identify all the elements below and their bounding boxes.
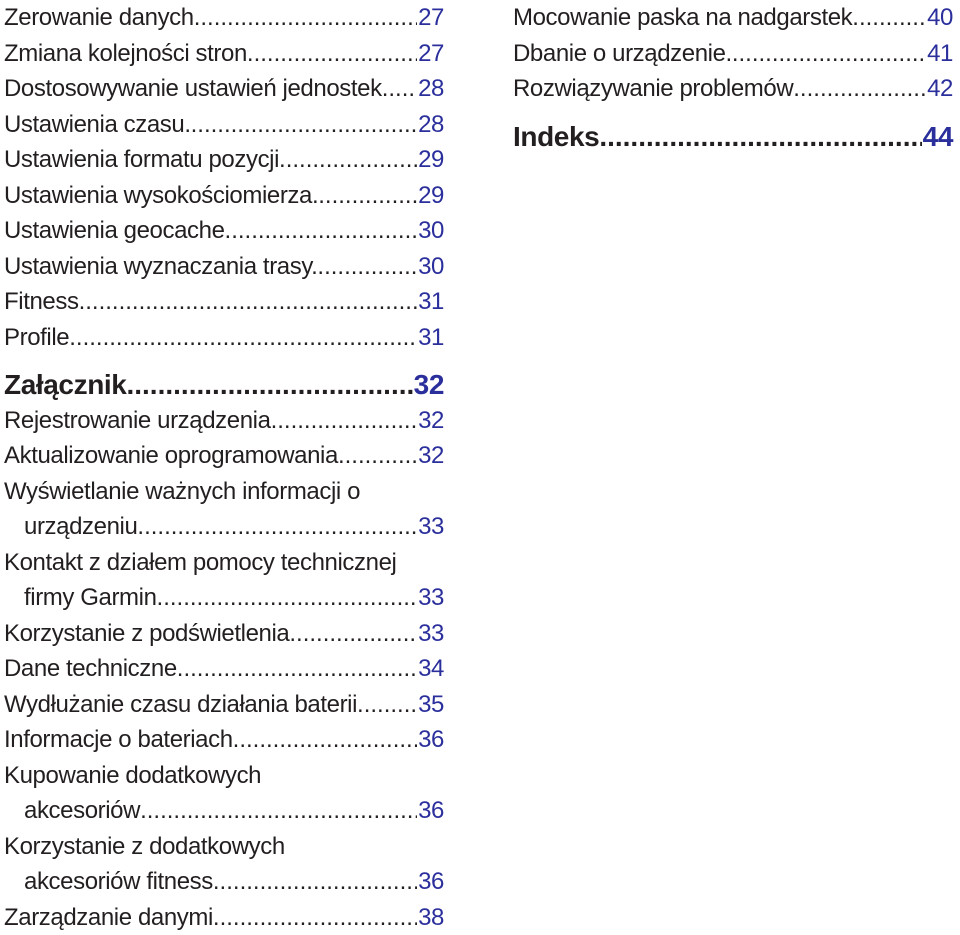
toc-entry-label: Ustawienia geocache (4, 213, 225, 249)
toc-entry-label: Profile (4, 320, 69, 356)
toc-entry[interactable] (513, 71, 953, 107)
toc-page-number[interactable]: 29 (417, 178, 444, 214)
toc-left-column (4, 0, 444, 935)
toc-entry[interactable] (4, 249, 444, 285)
toc-entry[interactable] (4, 687, 444, 723)
toc-section-label: Indeks (513, 119, 599, 155)
toc-page-number[interactable]: 33 (417, 509, 444, 545)
toc-page-number[interactable]: 29 (417, 142, 444, 178)
toc-entry[interactable] (4, 71, 444, 107)
toc-page-number[interactable]: 36 (417, 722, 444, 758)
toc-page-number[interactable]: 33 (417, 580, 444, 616)
toc-entry-label-line1: Korzystanie z dodatkowych (4, 829, 444, 865)
toc-page-number[interactable]: 42 (926, 71, 953, 107)
dot-leader (194, 0, 417, 36)
toc-entry-label: Dane techniczne (4, 651, 177, 687)
toc-entry-label: Ustawienia czasu. (4, 107, 191, 143)
toc-entry-multiline[interactable] (4, 545, 444, 616)
toc-entry[interactable] (4, 178, 444, 214)
toc-entry-label: akcesoriów fitness (24, 864, 213, 900)
toc-page-number[interactable]: 31 (417, 320, 444, 356)
dot-leader (126, 367, 412, 403)
toc-entry-label-line1: Kontakt z działem pomocy technicznej (4, 545, 444, 581)
toc-entry-label: Ustawienia formatu pozycji (4, 142, 279, 178)
toc-section-label: Załącznik (4, 367, 126, 403)
dot-leader (852, 0, 926, 36)
toc-page-number[interactable]: 41 (926, 36, 953, 72)
toc-entry-multiline[interactable] (4, 758, 444, 829)
toc-entry[interactable] (4, 900, 444, 935)
toc-entry-label: Wydłużanie czasu działania baterii (4, 687, 357, 723)
toc-entry[interactable] (4, 403, 444, 439)
toc-entry-label: Rejestrowanie urządzenia (4, 403, 271, 439)
toc-page-number[interactable]: 30 (417, 213, 444, 249)
dot-leader (157, 580, 418, 616)
toc-entry[interactable] (4, 36, 444, 72)
toc-entry-label: Zarządzanie danymi (4, 900, 213, 935)
toc-right-column (513, 0, 953, 154)
toc-entry-label: Ustawienia wysokościomierza. (4, 178, 318, 214)
toc-entry-label: Zmiana kolejności stron (4, 36, 247, 72)
dot-leader (271, 403, 418, 439)
dot-leader (599, 119, 921, 155)
toc-page-number[interactable]: 33 (417, 616, 444, 652)
toc-entry[interactable] (4, 438, 444, 474)
toc-entry-label: Fitness (4, 284, 79, 320)
toc-entry-label: Rozwiązywanie problemów (513, 71, 793, 107)
dot-leader (357, 687, 417, 723)
toc-entry[interactable] (513, 0, 953, 36)
toc-entry[interactable] (4, 616, 444, 652)
toc-entry[interactable] (513, 36, 953, 72)
toc-entry-label: Zerowanie danych (4, 0, 194, 36)
dot-leader (69, 320, 417, 356)
toc-entry-label: Ustawienia wyznaczania trasy. (4, 249, 317, 285)
toc-section-page-number[interactable]: 32 (413, 367, 444, 403)
dot-leader (317, 249, 417, 285)
toc-entry[interactable] (4, 722, 444, 758)
toc-entry[interactable] (4, 284, 444, 320)
dot-leader (213, 864, 417, 900)
toc-entry[interactable] (4, 320, 444, 356)
dot-leader (213, 900, 417, 935)
toc-page-number[interactable]: 30 (417, 249, 444, 285)
toc-page-number[interactable]: 35 (417, 687, 444, 723)
dot-leader (233, 722, 417, 758)
dot-leader (177, 651, 417, 687)
toc-entry-label: Informacje o bateriach (4, 722, 233, 758)
toc-page-number[interactable]: 38 (417, 900, 444, 935)
toc-page-number[interactable]: 40 (926, 0, 953, 36)
dot-leader (247, 36, 417, 72)
toc-entry[interactable] (4, 107, 444, 143)
section-spacer (513, 107, 953, 119)
dot-leader (137, 509, 417, 545)
toc-entry-label: Dbanie o urządzenie. (513, 36, 732, 72)
dot-leader (79, 284, 418, 320)
toc-page-number[interactable]: 28 (417, 107, 444, 143)
toc-section-heading[interactable] (4, 367, 444, 403)
toc-entry-label: firmy Garmin (24, 580, 157, 616)
dot-leader (382, 71, 417, 107)
toc-entry-multiline[interactable] (4, 829, 444, 900)
toc-page-number[interactable]: 27 (417, 36, 444, 72)
toc-entry-label: Mocowanie paska na nadgarstek (513, 0, 852, 36)
dot-leader (793, 71, 926, 107)
toc-page-number[interactable]: 31 (417, 284, 444, 320)
toc-page-number[interactable]: 32 (417, 438, 444, 474)
dot-leader (732, 36, 926, 72)
toc-entry-label-line1: Kupowanie dodatkowych (4, 758, 444, 794)
dot-leader (318, 178, 417, 214)
toc-entry-label: Dostosowywanie ustawień jednostek (4, 71, 382, 107)
toc-entry-multiline[interactable] (4, 474, 444, 545)
toc-entry-label: Aktualizowanie oprogramowania (4, 438, 338, 474)
toc-section-page-number[interactable]: 44 (922, 119, 953, 155)
toc-entry[interactable] (4, 651, 444, 687)
toc-page-number[interactable]: 27 (417, 0, 444, 36)
dot-leader (191, 107, 417, 143)
toc-page-number[interactable]: 28 (417, 71, 444, 107)
toc-page-number[interactable]: 34 (417, 651, 444, 687)
toc-section-heading[interactable] (513, 119, 953, 155)
toc-entry-label: urządzeniu (24, 509, 137, 545)
dot-leader (225, 213, 418, 249)
toc-page-number[interactable]: 36 (417, 793, 444, 829)
toc-entry[interactable] (4, 213, 444, 249)
toc-page-number[interactable]: 32 (417, 403, 444, 439)
toc-entry[interactable] (4, 142, 444, 178)
toc-entry-label-line1: Wyświetlanie ważnych informacji o (4, 474, 444, 510)
toc-page-number[interactable]: 36 (417, 864, 444, 900)
dot-leader (140, 793, 417, 829)
dot-leader (279, 142, 417, 178)
toc-entry-label: Korzystanie z podświetlenia (4, 616, 289, 652)
dot-leader (289, 616, 417, 652)
section-spacer (4, 355, 444, 367)
toc-entry-label: akcesoriów (24, 793, 140, 829)
toc-entry[interactable] (4, 0, 444, 36)
dot-leader (338, 438, 417, 474)
